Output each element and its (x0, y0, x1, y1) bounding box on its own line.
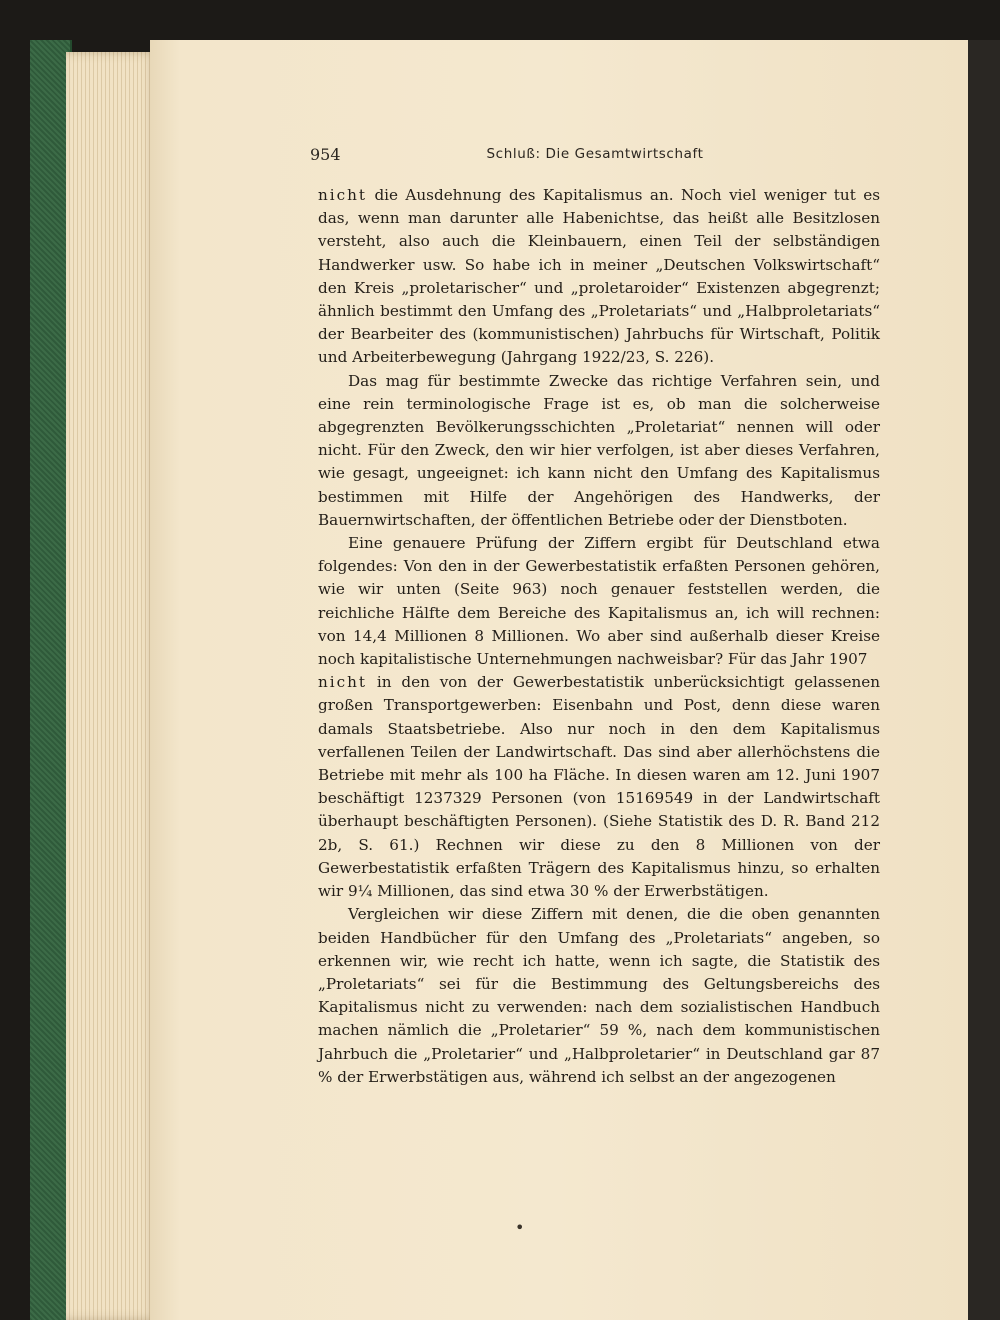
paragraph-1 (318, 184, 880, 370)
page-number: 954 (310, 145, 341, 164)
footer-mark: • (515, 1218, 525, 1237)
paragraph-text: Das mag für bestimmte Zwecke das richtige Verfahren sein, und eine rein terminologische Frage ist es, ob man die solcherweise abgegrenzten Bevölkerungsschichten „Proletariat“ nennen will oder nicht. Für den Zweck, den wir hier verfolgen, ist aber dieses Verfahren, wie gesagt, ungeeignet: ich kann nicht den Umfang des Kapitalismus bestimmen mit Hilfe der Angehörigen des Handwerks, der Bauernwirtschaften, der öffentlichen Betriebe oder der Dienstboten. (318, 371, 880, 529)
next-page-shadow (968, 40, 1000, 1320)
running-title: Schluß: Die Gesamtwirtschaft (486, 146, 704, 162)
paragraph-3 (318, 532, 880, 903)
paragraph-text: Eine genauere Prüfung der Ziffern ergibt für Deutschland etwa folgendes: Von den in der Gewerbestatistik erfaßten Personen gehören, wie wir unten (Seite 963) noch genauer feststellen werden, die reichliche Hälfte dem Bereiche des Kapitalismus an, ich will rechnen: von 14,4 Millionen 8 Millionen. Wo aber sind außerhalb dieser Kreise noch kapitalistische Unternehmungen nachweisbar? Für das Jahr 1907 (318, 534, 880, 669)
paragraph-text-continued: in den von der Gewerbestatistik unberücksichtigt gelassenen großen Transportgewerben: Eisenbahn und Post, denn diese waren damals Staatsbetriebe. Also nur noch in den dem Kapitalismus verfallenen Teilen der Landwirtschaft. Das sind aber allerhöchstens die Betriebe mit mehr als 100 ha Fläche. In diesen waren am 12. Juni 1907 beschäftigt 1237329 Personen (von 15169549 in der Landwirtschaft überhaupt beschäftigten Personen). (Siehe Statistik des D. R. Band 212 2b, S. 61.) Rechnen wir diese zu den 8 Millionen von der Gewerbestatistik erfaßten Trägern des Kapitalismus hinzu, so erhalten wir 9¼ Millionen, das sind etwa 30 % der Erwerbstätigen. (318, 673, 880, 901)
paragraph-2 (318, 370, 880, 532)
body-text (318, 184, 880, 1089)
page-stack-edges (66, 52, 158, 1320)
spaced-emphasis: nicht (318, 186, 368, 204)
paragraph-4 (318, 903, 880, 1089)
paragraph-text: Vergleichen wir diese Ziffern mit denen, die die oben genannten beiden Handbücher für den Umfang des „Proletariats“ angeben, so erkennen wir, wie recht ich hatte, wenn ich sagte, die Statistik des „Proletariats“ sei für die Bestimmung des Geltungsbereichs des Kapitalismus nicht zu verwenden: nach dem sozialistischen Handbuch machen nämlich die „Proletarier“ 59 %, nach dem kommunistischen Jahrbuch die „Proletarier“ und „Halbproletarier“ in Deutschland gar 87 % der Erwerbstätigen aus, während ich selbst an der angezogenen (318, 905, 880, 1086)
page-header (310, 145, 880, 169)
spaced-emphasis: nicht (318, 673, 368, 692)
paragraph-text: die Ausdehnung des Kapitalismus an. Noch viel weniger tut es das, wenn man darunter alle Habenichtse, das heißt alle Besitzlosen versteht, also auch die Kleinbauern, einen Teil der selbständigen Handwerker usw. So habe ich in meiner „Deutschen Volkswirtschaft“ den Kreis „proletarischer“ und „proletaroider“ Existenzen abgegrenzt; ähnlich bestimmt den Umfang des „Proletariats“ und „Halbproletariats“ der Bearbeiter des (kommunistischen) Jahrbuchs für Wirtschaft, Politik und Arbeiterbewegung (Jahrgang 1922/23, S. 226). (318, 186, 880, 367)
